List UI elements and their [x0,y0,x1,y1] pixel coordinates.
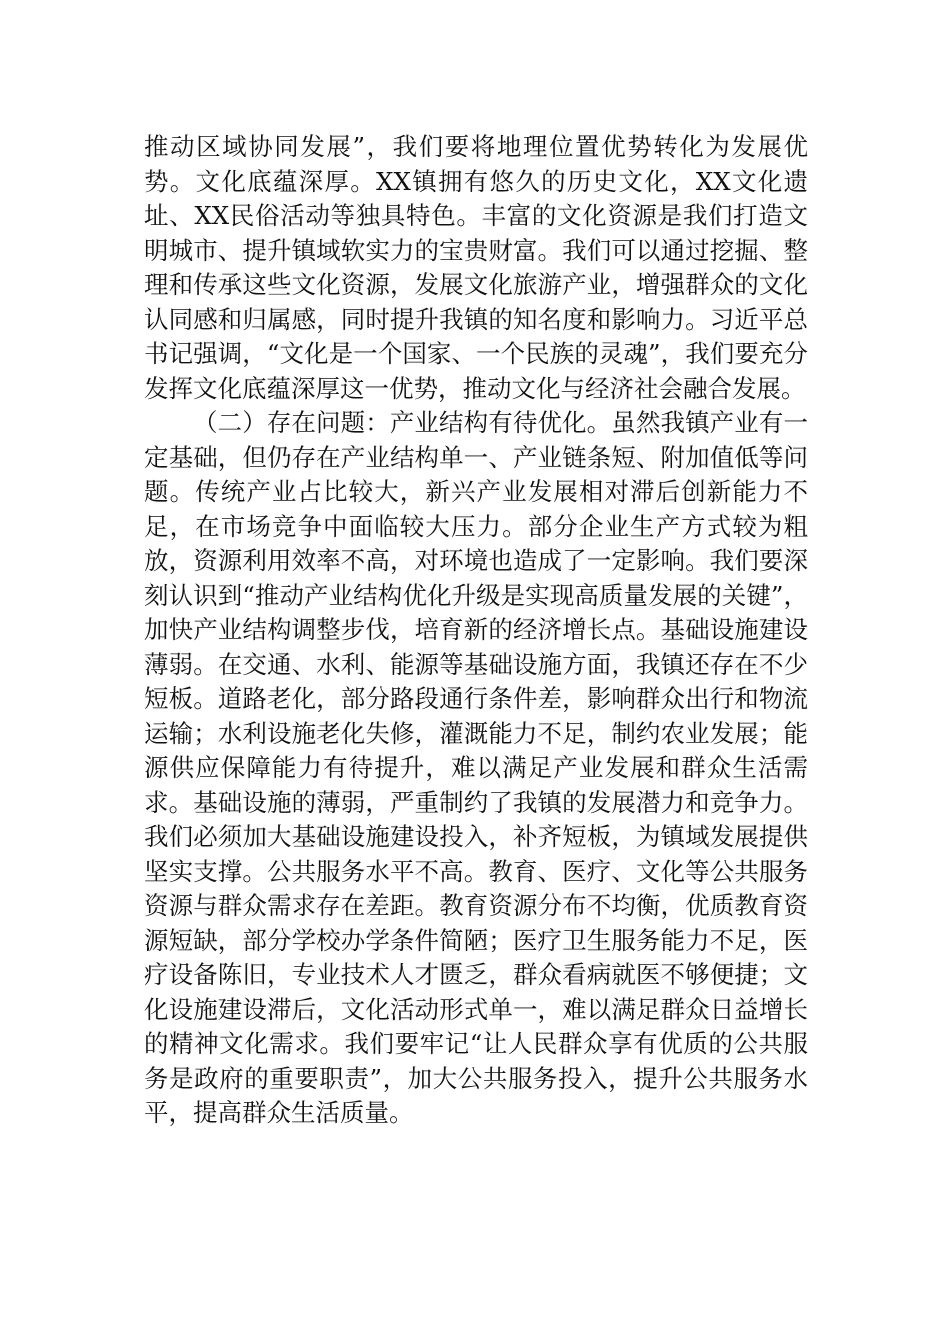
paragraph-existing-problems: （二）存在问题：产业结构有待优化。虽然我镇产业有一定基础，但仍存在产业结构单一、产业链条短、附加值低等问题。传统产业占比较大，新兴产业发展相对滞后创新能力不足，在市场竞争中面临较大压力。部分企业生产方式较为粗放，资源利用效率不高，对环境也造成了一定影响。我们要深刻认识到“推动产业结构优化升级是实现高质量发展的关键”，加快产业结构调整步伐，培育新的经济增长点。基础设施建设薄弱。在交通、水利、能源等基础设施方面，我镇还存在不少短板。道路老化，部分路段通行条件差，影响群众出行和物流运输；水利设施老化失修，灌溉能力不足，制约农业发展；能源供应保障能力有待提升，难以满足产业发展和群众生活需求。基础设施的薄弱，严重制约了我镇的发展潜力和竞争力。我们必须加大基础设施建设投入，补齐短板，为镇域发展提供坚实支撑。公共服务水平不高。教育、医疗、文化等公共服务资源与群众需求存在差距。教育资源分布不均衡，优质教育资源短缺，部分学校办学条件简陋；医疗卫生服务能力不足，医疗设备陈旧，专业技术人才匮乏，群众看病就医不够便捷；文化设施建设滞后，文化活动形式单一，难以满足群众日益增长的精神文化需求。我们要牢记“让人民群众享有优质的公共服务是政府的重要职责”，加大公共服务投入，提升公共服务水平，提高群众生活质量。 [144,408,808,1127]
document-body [144,130,808,1131]
paragraph-cultural-heritage: 推动区域协同发展”，我们要将地理位置优势转化为发展优势。文化底蕴深厚。XX镇拥有悠久的历史文化，XX文化遗址、XX民俗活动等独具特色。丰富的文化资源是我们打造文明城市、提升镇域软实力的宝贵财富。我们可以通过挖掘、整理和传承这些文化资源，发展文化旅游产业，增强群众的文化认同感和归属感，同时提升我镇的知名度和影响力。习近平总书记强调，“文化是一个国家、一个民族的灵魂”，我们要充分发挥文化底蕴深厚这一优势，推动文化与经济社会融合发展。 [144,132,808,403]
